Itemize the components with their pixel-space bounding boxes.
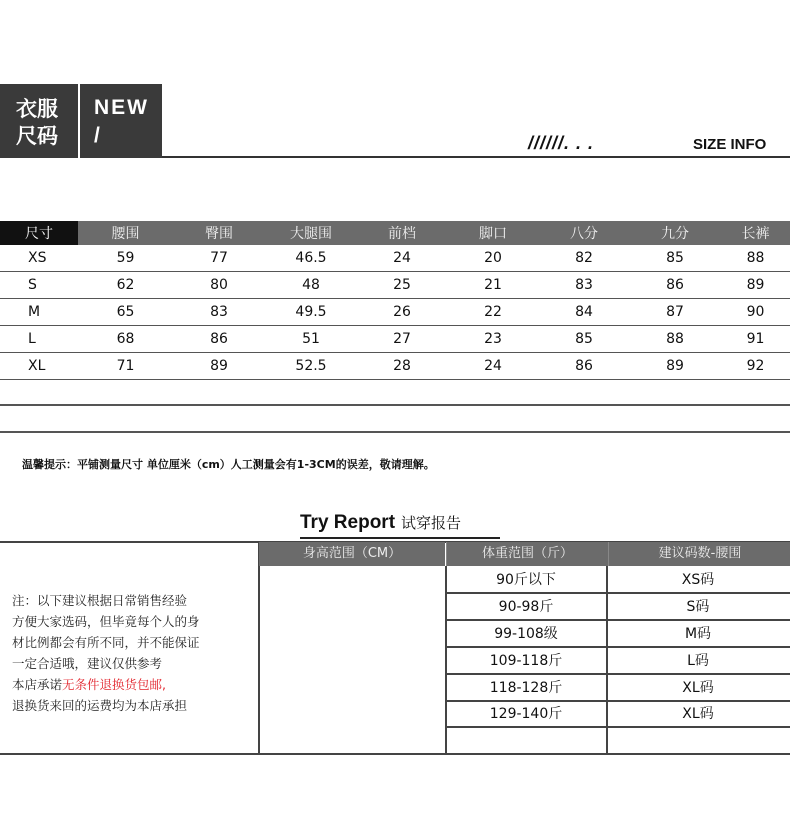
table-cell: 92 — [721, 353, 790, 380]
new-line1: NEW — [94, 96, 149, 119]
size-info-title: SIZE INFO — [693, 136, 767, 153]
label-line2: 尺码 — [16, 124, 58, 148]
table-cell: 89 — [721, 272, 790, 299]
new-line2: / — [94, 124, 102, 147]
size-chart-label — [0, 84, 78, 158]
weight-cell: 118-128斤 — [489, 680, 563, 696]
table-row — [0, 299, 790, 326]
table-cell: 23 — [447, 326, 539, 353]
table-cell: 51 — [265, 326, 357, 353]
table-cell: 26 — [357, 299, 447, 326]
note-line: 材比例都会有所不同，并不能保证 — [12, 635, 200, 650]
table-cell: 85 — [629, 245, 721, 272]
table-cell: 27 — [357, 326, 447, 353]
col-header: 长裤 — [721, 221, 790, 245]
table-cell: 46.5 — [265, 245, 357, 272]
table-cell: 83 — [539, 272, 629, 299]
table-cell: 71 — [78, 353, 173, 380]
size-cell: M码 — [684, 626, 712, 642]
col-header-size: 建议码数-腰围 — [608, 542, 790, 566]
weight-cell: 99-108级 — [494, 626, 558, 642]
table-cell: 89 — [173, 353, 265, 380]
table-cell: 84 — [539, 299, 629, 326]
table-cell: 86 — [173, 326, 265, 353]
note-line: 退换货来回的运费均为本店承担 — [12, 698, 188, 713]
size-cell: L码 — [687, 653, 709, 669]
size-cell: S码 — [686, 599, 710, 615]
header-dots: //////. . . — [528, 133, 595, 153]
col-header: 八分 — [539, 221, 629, 245]
table-cell: 83 — [173, 299, 265, 326]
table-cell: 21 — [447, 272, 539, 299]
table-row — [0, 353, 790, 380]
size-table — [0, 221, 790, 380]
table-cell: 68 — [78, 326, 173, 353]
size-cell: M — [0, 299, 78, 326]
size-cell: XL码 — [682, 706, 714, 722]
table-cell: 24 — [447, 353, 539, 380]
table-cell: 48 — [265, 272, 357, 299]
col-header-weight: 体重范围（斤） — [446, 542, 608, 566]
table-divider — [0, 404, 790, 406]
try-report-title-en: Try Report — [300, 512, 396, 533]
measurement-tip: 温馨提示：平铺测量尺寸 单位厘米（cm）人工测量会有1-3CM的误差，敬请理解。 — [22, 458, 435, 471]
table-cell: 86 — [629, 272, 721, 299]
size-advice-note — [12, 590, 252, 716]
try-report-title-cn: 试穿报告 — [401, 514, 462, 532]
table-cell: 28 — [357, 353, 447, 380]
note-prefix: 本店承诺 — [12, 677, 63, 692]
size-cell: XS码 — [681, 572, 715, 588]
table-cell: 22 — [447, 299, 539, 326]
table-row — [0, 272, 790, 299]
size-cell: L — [0, 326, 78, 353]
table-divider — [0, 431, 790, 433]
size-table-header — [0, 221, 790, 245]
size-cell: XS — [0, 245, 78, 272]
col-header: 腰围 — [78, 221, 173, 245]
col-header: 尺寸 — [0, 221, 78, 245]
table-cell: 89 — [629, 353, 721, 380]
col-header: 臀围 — [173, 221, 265, 245]
table-cell: 77 — [173, 245, 265, 272]
table-cell: 65 — [78, 299, 173, 326]
col-header: 脚口 — [447, 221, 539, 245]
table-cell: 88 — [721, 245, 790, 272]
table-cell: 24 — [357, 245, 447, 272]
table-cell: 88 — [629, 326, 721, 353]
note-line: 注：以下建议根据日常销售经验 — [12, 593, 188, 608]
table-row — [0, 326, 790, 353]
size-cell: XL — [0, 353, 78, 380]
table-cell: 90 — [721, 299, 790, 326]
table-cell: 20 — [447, 245, 539, 272]
col-header-height: 身高范围（CM） — [259, 542, 445, 566]
size-cell: XL码 — [682, 680, 714, 696]
header-divider — [162, 156, 790, 158]
column-line — [606, 566, 608, 753]
new-label — [80, 84, 162, 158]
table-cell: 59 — [78, 245, 173, 272]
table-cell: 52.5 — [265, 353, 357, 380]
table-cell: 80 — [173, 272, 265, 299]
table-cell: 25 — [357, 272, 447, 299]
col-header: 大腿围 — [265, 221, 357, 245]
table-cell: 91 — [721, 326, 790, 353]
note-line — [12, 674, 252, 695]
table-cell: 82 — [539, 245, 629, 272]
table-cell: 85 — [539, 326, 629, 353]
report-bottom-border — [0, 753, 790, 755]
report-divider — [258, 541, 260, 754]
table-cell: 62 — [78, 272, 173, 299]
weight-cell: 90斤以下 — [496, 572, 556, 588]
title-underline — [300, 537, 500, 539]
table-row — [0, 245, 790, 272]
table-cell: 86 — [539, 353, 629, 380]
free-return-highlight: 无条件退换货包邮, — [62, 677, 166, 692]
try-report-title — [300, 512, 461, 534]
weight-cell: 129-140斤 — [489, 706, 563, 722]
label-line1: 衣服 — [16, 97, 58, 121]
table-cell: 87 — [629, 299, 721, 326]
note-line: 方便大家选码，但毕竟每个人的身 — [12, 614, 200, 629]
weight-cell: 90-98斤 — [498, 599, 554, 615]
size-cell: S — [0, 272, 78, 299]
col-header: 前档 — [357, 221, 447, 245]
note-line: 一定合适哦，建议仅供参考 — [12, 656, 163, 671]
table-cell: 49.5 — [265, 299, 357, 326]
col-header: 九分 — [629, 221, 721, 245]
weight-cell: 109-118斤 — [489, 653, 563, 669]
